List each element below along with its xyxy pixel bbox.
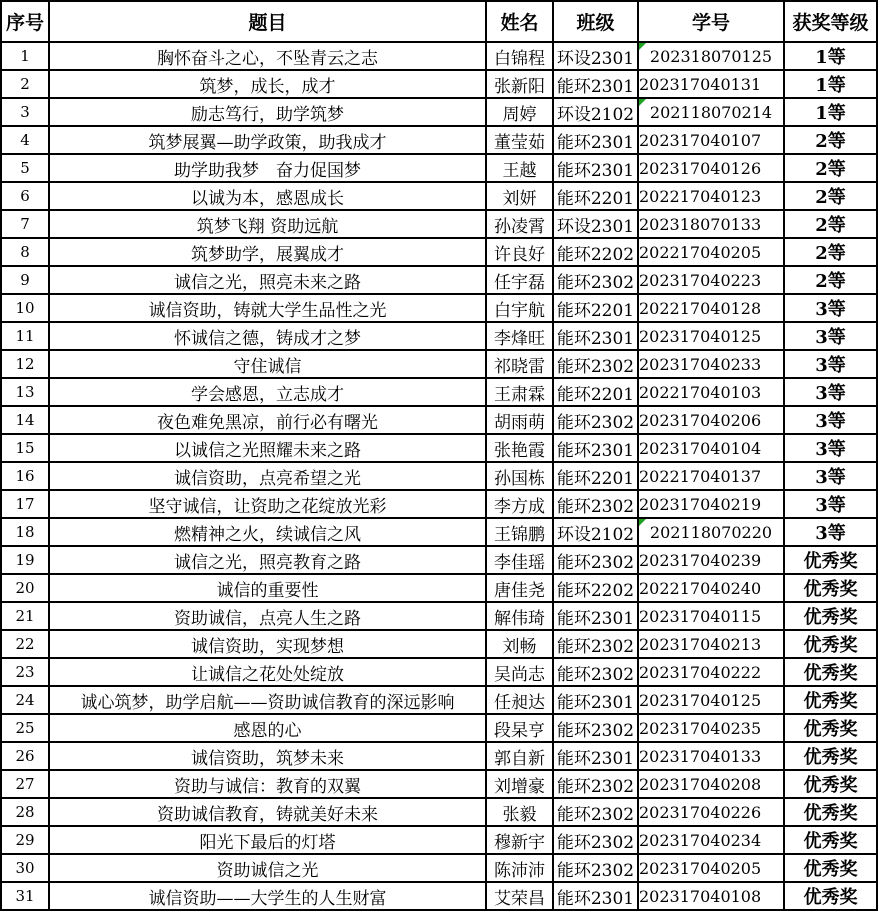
table-row (1, 462, 877, 490)
table-row (1, 294, 877, 322)
cell-class: 能环2301 (553, 602, 638, 630)
cell-name: 解伟琦 (486, 602, 553, 630)
table-row (1, 658, 877, 686)
cell-index: 8 (1, 238, 49, 266)
cell-index: 4 (1, 126, 49, 154)
cell-index: 15 (1, 434, 49, 462)
table-body (1, 42, 877, 910)
cell-class: 能环2301 (553, 742, 638, 770)
cell-title: 诚信资助，筑梦未来 (49, 742, 486, 770)
cell-title: 励志笃行，助学筑梦 (49, 98, 486, 126)
cell-title: 守住诚信 (49, 350, 486, 378)
cell-index: 16 (1, 462, 49, 490)
cell-index: 11 (1, 322, 49, 350)
cell-award: 1等 (784, 98, 877, 126)
cell-student-id: 202317040213 (638, 630, 784, 658)
cell-student-id: 202317040222 (638, 658, 784, 686)
table-row (1, 238, 877, 266)
cell-name: 张毅 (486, 798, 553, 826)
cell-award: 2等 (784, 126, 877, 154)
header-name: 姓名 (486, 1, 553, 42)
table-row (1, 574, 877, 602)
cell-student-id: 202118070214 (638, 98, 784, 126)
cell-name: 白宇航 (486, 294, 553, 322)
cell-award: 3等 (784, 322, 877, 350)
cell-class: 能环2302 (553, 658, 638, 686)
cell-title: 阳光下最后的灯塔 (49, 826, 486, 854)
table-row (1, 826, 877, 854)
cell-student-id: 202318070133 (638, 210, 784, 238)
cell-name: 段杲亨 (486, 714, 553, 742)
cell-index: 20 (1, 574, 49, 602)
table-row (1, 182, 877, 210)
cell-class: 能环2201 (553, 182, 638, 210)
cell-error-flag-icon (639, 99, 646, 106)
cell-class: 能环2301 (553, 322, 638, 350)
table-row (1, 714, 877, 742)
cell-title: 筑梦展翼—助学政策，助我成才 (49, 126, 486, 154)
cell-class: 环设2301 (553, 210, 638, 238)
cell-award: 3等 (784, 490, 877, 518)
cell-title: 坚守诚信，让资助之花绽放光彩 (49, 490, 486, 518)
cell-class: 能环2301 (553, 154, 638, 182)
cell-award: 优秀奖 (784, 826, 877, 854)
cell-student-id: 202217040123 (638, 182, 784, 210)
cell-name: 唐佳尧 (486, 574, 553, 602)
cell-award: 优秀奖 (784, 742, 877, 770)
cell-index: 9 (1, 266, 49, 294)
cell-class: 能环2302 (553, 854, 638, 882)
cell-student-id: 202317040206 (638, 406, 784, 434)
cell-index: 14 (1, 406, 49, 434)
cell-index: 2 (1, 70, 49, 98)
cell-index: 24 (1, 686, 49, 714)
cell-class: 能环2301 (553, 882, 638, 910)
cell-award: 2等 (784, 210, 877, 238)
table-row (1, 322, 877, 350)
cell-title: 诚信之光，照亮未来之路 (49, 266, 486, 294)
cell-award: 优秀奖 (784, 854, 877, 882)
cell-name: 任宇磊 (486, 266, 553, 294)
cell-student-id: 202317040133 (638, 742, 784, 770)
cell-title: 诚信资助——大学生的人生财富 (49, 882, 486, 910)
cell-award: 3等 (784, 294, 877, 322)
cell-award: 3等 (784, 518, 877, 546)
cell-index: 1 (1, 42, 49, 70)
cell-name: 张艳霞 (486, 434, 553, 462)
table-row (1, 882, 877, 910)
cell-index: 25 (1, 714, 49, 742)
cell-title: 诚信的重要性 (49, 574, 486, 602)
cell-title: 资助与诚信：教育的双翼 (49, 770, 486, 798)
cell-title: 助学助我梦 奋力促国梦 (49, 154, 486, 182)
cell-student-id: 202118070220 (638, 518, 784, 546)
cell-student-id: 202317040115 (638, 602, 784, 630)
cell-title: 诚信资助，实现梦想 (49, 630, 486, 658)
cell-name: 刘妍 (486, 182, 553, 210)
cell-index: 28 (1, 798, 49, 826)
cell-award: 优秀奖 (784, 714, 877, 742)
cell-class: 能环2302 (553, 770, 638, 798)
cell-title: 筑梦，成长，成才 (49, 70, 486, 98)
cell-title: 诚心筑梦，助学启航——资助诚信教育的深远影响 (49, 686, 486, 714)
table-row (1, 378, 877, 406)
table-row (1, 406, 877, 434)
cell-title: 资助诚信，点亮人生之路 (49, 602, 486, 630)
cell-index: 22 (1, 630, 49, 658)
cell-student-id: 202217040128 (638, 294, 784, 322)
cell-index: 12 (1, 350, 49, 378)
cell-award: 2等 (784, 154, 877, 182)
cell-title: 筑梦飞翔 资助远航 (49, 210, 486, 238)
cell-student-id: 202317040205 (638, 854, 784, 882)
cell-index: 26 (1, 742, 49, 770)
cell-index: 23 (1, 658, 49, 686)
cell-title: 资助诚信教育，铸就美好未来 (49, 798, 486, 826)
cell-student-id: 202317040226 (638, 798, 784, 826)
cell-award: 2等 (784, 238, 877, 266)
cell-student-id: 202318070125 (638, 42, 784, 70)
header-index: 序号 (1, 1, 49, 42)
cell-index: 29 (1, 826, 49, 854)
cell-student-id: 202317040125 (638, 686, 784, 714)
cell-class: 能环2302 (553, 798, 638, 826)
cell-student-id: 202317040104 (638, 434, 784, 462)
cell-class: 能环2302 (553, 266, 638, 294)
header-award: 获奖等级 (784, 1, 877, 42)
cell-title: 怀诚信之德，铸成才之梦 (49, 322, 486, 350)
cell-index: 7 (1, 210, 49, 238)
cell-title: 燃精神之火，续诚信之风 (49, 518, 486, 546)
cell-index: 31 (1, 882, 49, 910)
cell-error-flag-icon (639, 43, 646, 50)
cell-name: 艾荣昌 (486, 882, 553, 910)
cell-index: 13 (1, 378, 49, 406)
cell-class: 能环2301 (553, 126, 638, 154)
cell-class: 能环2301 (553, 434, 638, 462)
cell-student-id: 202317040234 (638, 826, 784, 854)
cell-name: 李佳瑶 (486, 546, 553, 574)
cell-index: 30 (1, 854, 49, 882)
cell-title: 诚信之光，照亮教育之路 (49, 546, 486, 574)
cell-title: 诚信资助，铸就大学生品性之光 (49, 294, 486, 322)
cell-class: 能环2302 (553, 630, 638, 658)
table-row (1, 490, 877, 518)
header-class: 班级 (553, 1, 638, 42)
cell-student-id: 202317040219 (638, 490, 784, 518)
cell-title: 感恩的心 (49, 714, 486, 742)
cell-name: 吴尚志 (486, 658, 553, 686)
cell-name: 任昶达 (486, 686, 553, 714)
cell-name: 周婷 (486, 98, 553, 126)
table-row (1, 126, 877, 154)
cell-award: 1等 (784, 42, 877, 70)
table-row (1, 798, 877, 826)
cell-index: 3 (1, 98, 49, 126)
cell-award: 2等 (784, 182, 877, 210)
table-row (1, 434, 877, 462)
cell-student-id: 202217040240 (638, 574, 784, 602)
cell-award: 优秀奖 (784, 630, 877, 658)
cell-class: 能环2302 (553, 350, 638, 378)
cell-class: 环设2102 (553, 518, 638, 546)
cell-student-id: 202317040223 (638, 266, 784, 294)
cell-index: 19 (1, 546, 49, 574)
cell-name: 王越 (486, 154, 553, 182)
cell-award: 3等 (784, 378, 877, 406)
cell-class: 能环2302 (553, 826, 638, 854)
cell-title: 胸怀奋斗之心，不坠青云之志 (49, 42, 486, 70)
cell-award: 3等 (784, 350, 877, 378)
cell-class: 环设2301 (553, 42, 638, 70)
cell-award: 1等 (784, 70, 877, 98)
cell-award: 优秀奖 (784, 770, 877, 798)
cell-student-id: 202317040239 (638, 546, 784, 574)
cell-name: 孙国栋 (486, 462, 553, 490)
cell-index: 10 (1, 294, 49, 322)
cell-student-id: 202317040208 (638, 770, 784, 798)
cell-student-id: 202317040125 (638, 322, 784, 350)
header-student-id: 学号 (638, 1, 784, 42)
cell-name: 李烽旺 (486, 322, 553, 350)
cell-index: 17 (1, 490, 49, 518)
cell-class: 能环2302 (553, 490, 638, 518)
cell-student-id: 202217040205 (638, 238, 784, 266)
cell-award: 优秀奖 (784, 686, 877, 714)
cell-student-id: 202317040108 (638, 882, 784, 910)
cell-name: 李方成 (486, 490, 553, 518)
table-row (1, 770, 877, 798)
cell-title: 学会感恩，立志成才 (49, 378, 486, 406)
cell-award: 优秀奖 (784, 602, 877, 630)
cell-index: 5 (1, 154, 49, 182)
header-row (1, 1, 877, 42)
cell-class: 能环2202 (553, 574, 638, 602)
cell-class: 能环2302 (553, 546, 638, 574)
table-row (1, 686, 877, 714)
table-row (1, 70, 877, 98)
cell-title: 诚信资助，点亮希望之光 (49, 462, 486, 490)
table-row (1, 154, 877, 182)
cell-name: 刘增豪 (486, 770, 553, 798)
cell-index: 21 (1, 602, 49, 630)
cell-student-id: 202317040107 (638, 126, 784, 154)
table-row (1, 42, 877, 70)
cell-title: 筑梦助学，展翼成才 (49, 238, 486, 266)
table-row (1, 854, 877, 882)
table-row (1, 518, 877, 546)
cell-index: 18 (1, 518, 49, 546)
cell-award: 2等 (784, 266, 877, 294)
cell-award: 优秀奖 (784, 658, 877, 686)
cell-award: 优秀奖 (784, 798, 877, 826)
cell-title: 让诚信之花处处绽放 (49, 658, 486, 686)
cell-class: 能环2201 (553, 462, 638, 490)
cell-student-id: 202317040131 (638, 70, 784, 98)
table-row (1, 210, 877, 238)
cell-index: 27 (1, 770, 49, 798)
cell-name: 刘畅 (486, 630, 553, 658)
cell-name: 王肃霖 (486, 378, 553, 406)
cell-class: 能环2302 (553, 714, 638, 742)
cell-title: 以诚为本，感恩成长 (49, 182, 486, 210)
cell-name: 祁晓雷 (486, 350, 553, 378)
table-row (1, 98, 877, 126)
header-title: 题目 (49, 1, 486, 42)
cell-award: 3等 (784, 434, 877, 462)
cell-error-flag-icon (639, 519, 646, 526)
cell-name: 王锦鹏 (486, 518, 553, 546)
cell-student-id: 202217040103 (638, 378, 784, 406)
table-row (1, 742, 877, 770)
cell-class: 环设2102 (553, 98, 638, 126)
table-row (1, 602, 877, 630)
cell-award: 3等 (784, 462, 877, 490)
cell-name: 董莹茹 (486, 126, 553, 154)
cell-class: 能环2202 (553, 238, 638, 266)
cell-name: 白锦程 (486, 42, 553, 70)
cell-award: 优秀奖 (784, 546, 877, 574)
cell-award: 3等 (784, 406, 877, 434)
cell-class: 能环2301 (553, 686, 638, 714)
cell-award: 优秀奖 (784, 574, 877, 602)
cell-name: 孙凌霄 (486, 210, 553, 238)
cell-class: 能环2301 (553, 70, 638, 98)
cell-class: 能环2302 (553, 406, 638, 434)
cell-name: 许良好 (486, 238, 553, 266)
cell-student-id: 202317040235 (638, 714, 784, 742)
table-row (1, 350, 877, 378)
cell-title: 夜色难免黑凉，前行必有曙光 (49, 406, 486, 434)
cell-name: 穆新宇 (486, 826, 553, 854)
cell-title: 资助诚信之光 (49, 854, 486, 882)
cell-name: 胡雨萌 (486, 406, 553, 434)
cell-name: 张新阳 (486, 70, 553, 98)
cell-name: 郭自新 (486, 742, 553, 770)
cell-name: 陈沛沛 (486, 854, 553, 882)
table-row (1, 546, 877, 574)
cell-student-id: 202217040137 (638, 462, 784, 490)
table-row (1, 266, 877, 294)
cell-index: 6 (1, 182, 49, 210)
cell-class: 能环2201 (553, 294, 638, 322)
table-row (1, 630, 877, 658)
cell-award: 优秀奖 (784, 882, 877, 910)
cell-title: 以诚信之光照耀未来之路 (49, 434, 486, 462)
cell-student-id: 202317040233 (638, 350, 784, 378)
cell-class: 能环2201 (553, 378, 638, 406)
cell-student-id: 202317040126 (638, 154, 784, 182)
